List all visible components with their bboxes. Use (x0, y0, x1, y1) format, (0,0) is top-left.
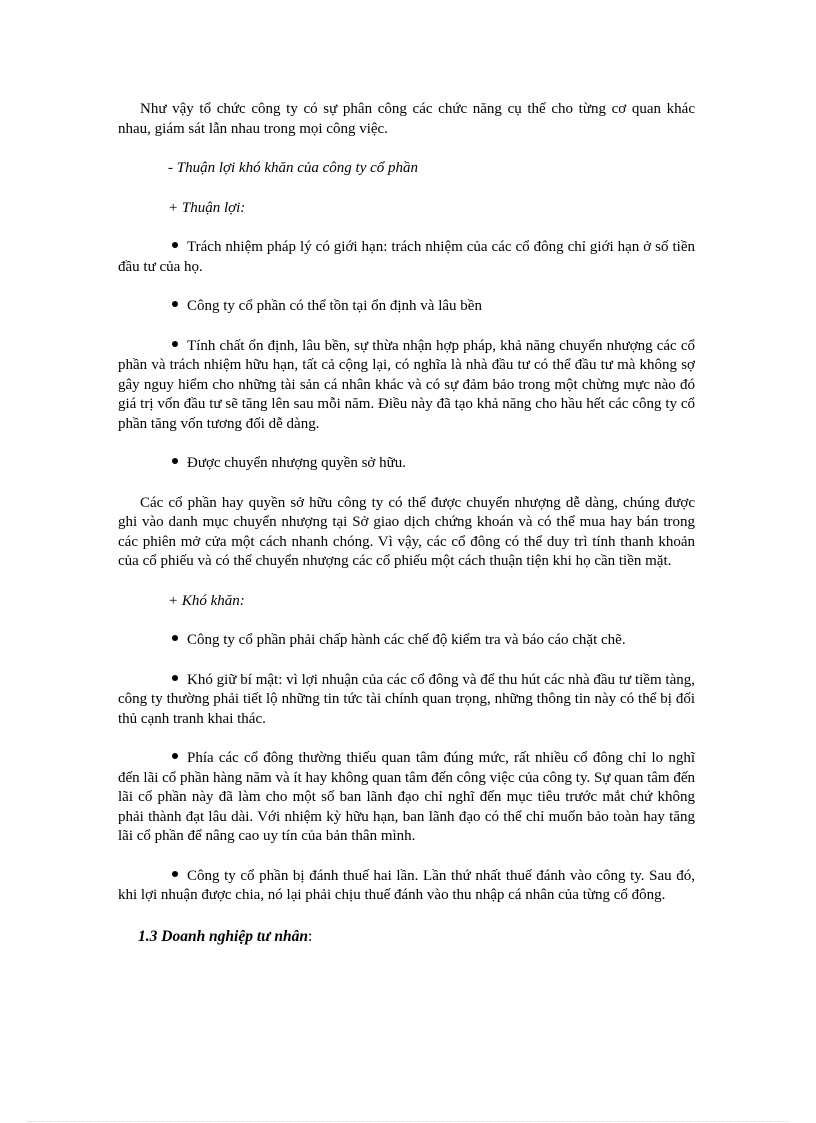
heading-disadvantages: + Khó khăn: (168, 592, 245, 609)
heading-pros-cons: - Thuận lợi khó khăn của công ty cổ phần (168, 160, 419, 176)
bullet-icon (172, 871, 178, 877)
list-item-text: Phía các cổ đông thường thiếu quan tâm đúng mức, rất nhiều cổ đông chỉ lo nghĩ đến lãi cổ phần hàng năm và ít hay không quan tâm đến công việc của công ty. Sự quan tâm đến lãi cổ phần này đã làm cho một số ban lãnh đạo chỉ nghĩ đến mục tiêu trước mắt chứ không phải thành đạt lâu dài. Với nhiệm kỳ hữu hạn, ban lãnh đạo có thể chỉ muốn bảo toàn hay tăng lãi cổ phần để nâng cao uy tín của bản thân mình. (118, 750, 695, 844)
list-item (118, 631, 695, 651)
bullet-icon (172, 242, 178, 248)
list-item-text: Trách nhiệm pháp lý có giới hạn: trách nhiệm của các cổ đông chỉ giới hạn ở số tiền đầu tư của họ. (118, 239, 695, 275)
section-title-text: 1.3 Doanh nghiệp tư nhân (138, 927, 308, 945)
list-item-text: Công ty cổ phần có thể tồn tại ổn định và lâu bền (187, 298, 482, 314)
paragraph-company-organization: Như vậy tổ chức công ty có sự phân công các chức năng cụ thể cho từng cơ quan khác nhau, giám sát lẫn nhau trong mọi công việc. (118, 101, 695, 137)
bullet-icon (172, 675, 178, 681)
list-item (118, 867, 695, 906)
list-item-text: Công ty cổ phần bị đánh thuế hai lần. Lần thứ nhất thuế đánh vào công ty. Sau đó, khi lợi nhuận được chia, nó lại phải chịu thuế đánh vào thu nhập cá nhân của từng cổ đông. (118, 867, 695, 903)
bullet-icon (172, 301, 178, 307)
document-body (118, 100, 695, 946)
list-item (118, 454, 695, 474)
list-item (118, 238, 695, 277)
paragraph-share-transfer: Các cổ phần hay quyền sở hữu công ty có thể được chuyển nhượng dễ dàng, chúng được ghi vào danh mục chuyển nhượng tại Sở giao dịch chứng khoán và có thể mua hay bán trong các phiên mở cửa một cách nhanh chóng. Vì vậy, các cổ đông có thể duy trì tính thanh khoản của cổ phiếu và có thể chuyển nhượng các cổ phiếu một cách thuận tiện khi họ cần tiền mặt. (118, 494, 695, 569)
list-item-text: Công ty cổ phần phải chấp hành các chế độ kiểm tra và báo cáo chặt chẽ. (187, 632, 626, 648)
page-bottom-divider (28, 1121, 788, 1122)
bullet-icon (172, 458, 178, 464)
section-title-colon: : (307, 927, 313, 945)
bullet-icon (172, 341, 178, 347)
bullet-icon (172, 635, 178, 641)
list-item-text: Được chuyển nhượng quyền sở hữu. (187, 455, 406, 471)
list-item-text: Tính chất ổn định, lâu bền, sự thừa nhận hợp pháp, khả năng chuyển nhượng các cổ phần và trách nhiệm hữu hạn, tất cả cộng lại, có nghĩa là nhà đầu tư có thể đầu tư mà không sợ gây nguy hiểm cho những tài sản cá nhân khác và có sự đảm bảo trong một chừng mực nào đó giá trị vốn đầu tư sẽ tăng lên sau mỗi năm. Điều này đã tạo khả năng cho hầu hết các công ty cổ phần tăng vốn tương đối dễ dàng. (118, 337, 695, 432)
list-item (118, 671, 695, 730)
list-item (118, 297, 695, 317)
list-item (118, 749, 695, 847)
section-title-1-3 (118, 927, 695, 947)
list-item-text: Khó giữ bí mật: vì lợi nhuận của các cổ đông và để thu hút các nhà đầu tư tiềm tàng, công ty thường phải tiết lộ những tin tức tài chính quan trọng, những thông tin này có thể bị đối thủ cạnh tranh khai thác. (118, 671, 695, 727)
list-item (118, 337, 695, 435)
heading-advantages: + Thuận lợi: (168, 199, 246, 216)
bullet-icon (172, 753, 178, 759)
